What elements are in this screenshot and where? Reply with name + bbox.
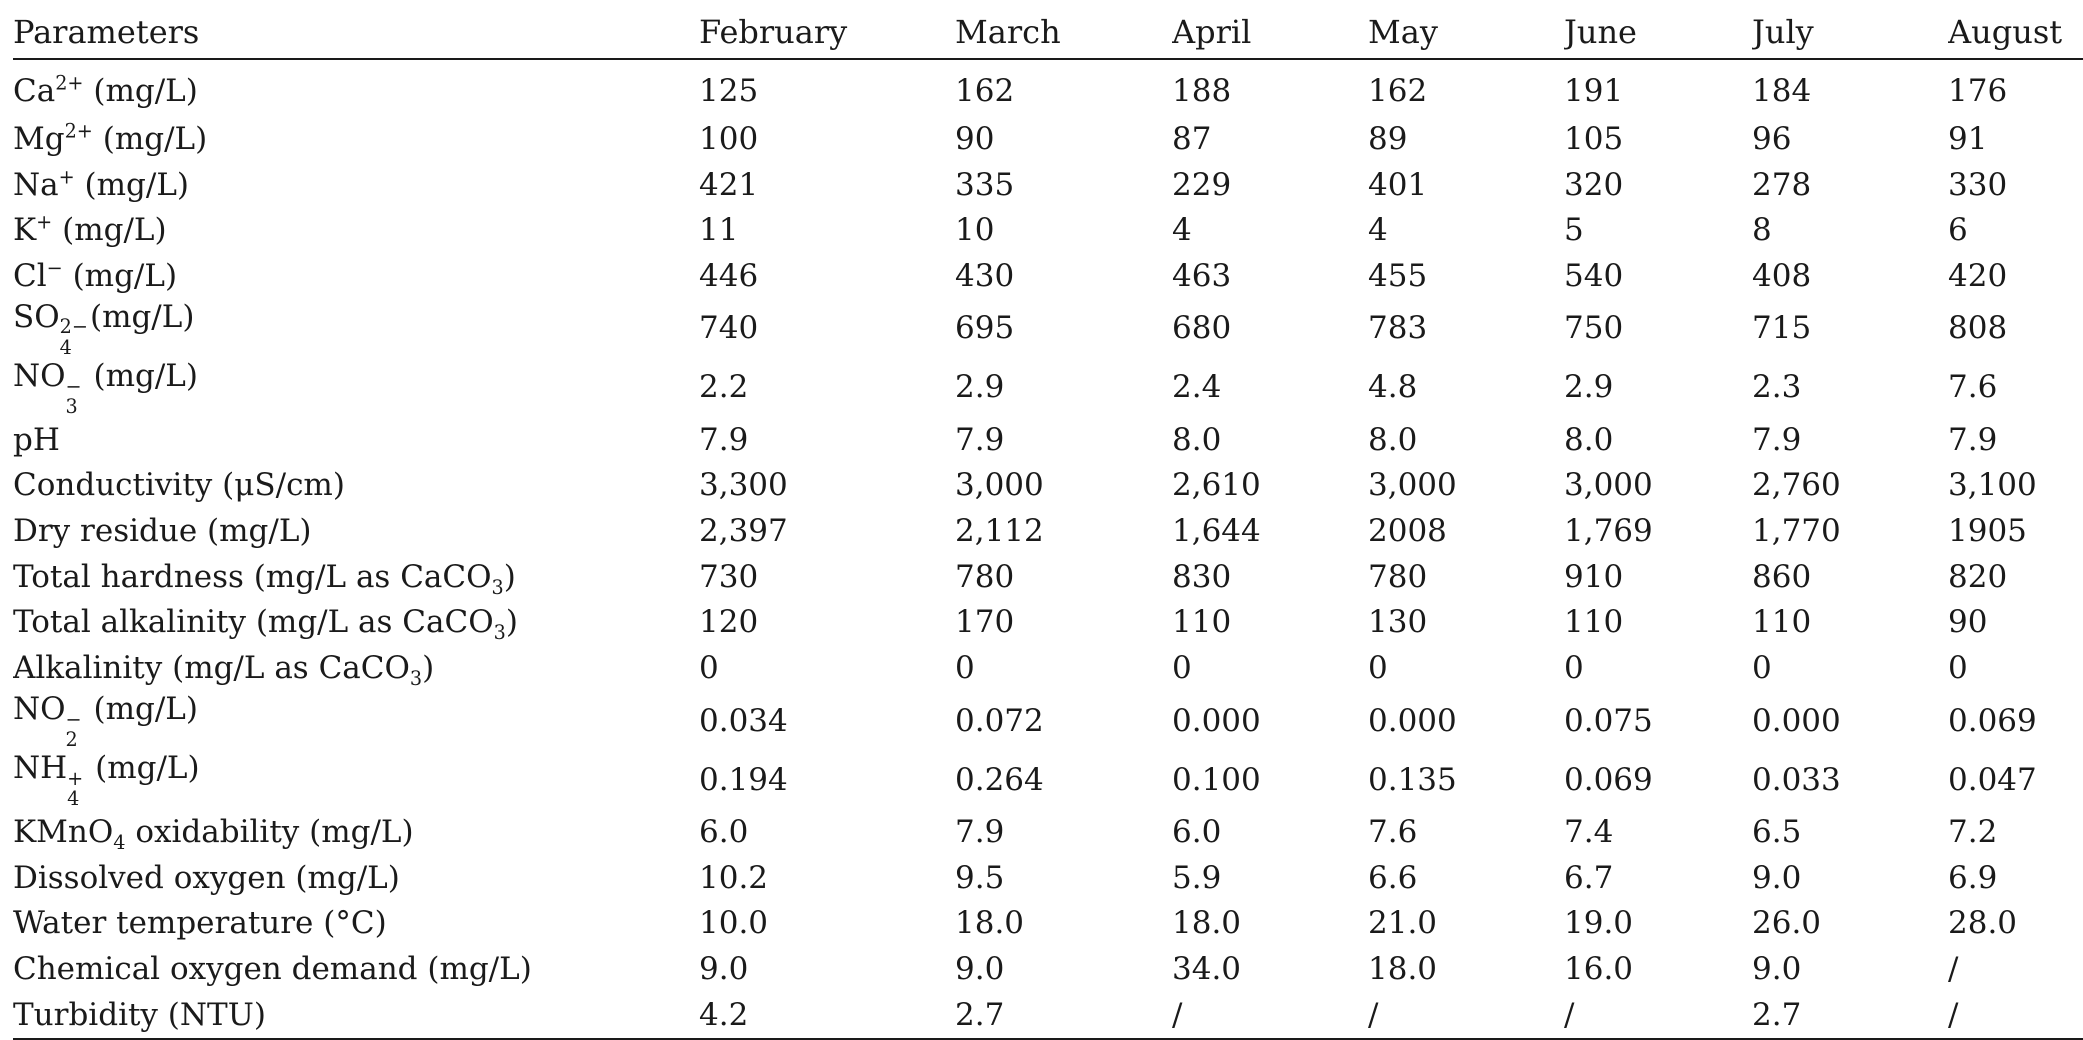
parameter-label-cell <box>13 463 699 509</box>
value-cell: 6.5 <box>1752 813 1802 850</box>
table-header <box>13 6 2083 59</box>
table-row <box>13 691 2083 750</box>
parameter-base: Turbidity (NTU) <box>13 996 266 1033</box>
value-cell: 16.0 <box>1564 951 1634 988</box>
ion-charge-stack <box>65 707 82 751</box>
value-cell: 420 <box>1948 257 2008 294</box>
value-cell: 105 <box>1564 120 1624 157</box>
parameter-label-cell <box>13 901 699 947</box>
value-cell: 21.0 <box>1368 905 1438 942</box>
parameter-label-cell <box>13 855 699 901</box>
formula-subscript: 3 <box>493 621 506 645</box>
value-cell: 455 <box>1368 257 1428 294</box>
value-cell: 4.8 <box>1368 369 1418 406</box>
value-cell: 860 <box>1752 558 1812 595</box>
value-cell: 3,000 <box>1564 467 1653 504</box>
parameter-label-cell <box>13 116 699 162</box>
parameter-base: Dry residue (mg/L) <box>13 513 312 550</box>
formula-subscript: 3 <box>409 667 423 691</box>
parameter-base: pH <box>13 421 60 458</box>
value-cell: 10 <box>955 212 995 249</box>
header-cell-march: March <box>955 6 1172 59</box>
value-cell: 0 <box>1752 650 1772 687</box>
parameter-label-cell <box>13 207 699 253</box>
ion-charge: 2− <box>59 315 88 339</box>
value-cell: 540 <box>1564 257 1624 294</box>
value-cell: 2,610 <box>1172 467 1261 504</box>
value-cell: 7.4 <box>1564 813 1614 850</box>
value-cell: 162 <box>1368 73 1428 109</box>
parameter-label-cell <box>13 992 699 1039</box>
parameter-label-cell <box>13 750 699 809</box>
parameter-base: Total alkalinity (mg/L as CaCO <box>13 604 494 641</box>
parameter-base: Conductivity (μS/cm) <box>13 467 345 504</box>
value-cell: 90 <box>1948 604 1988 641</box>
value-cell: 1905 <box>1948 513 2027 550</box>
header-cell-february: February <box>699 6 955 59</box>
value-cell: 2,760 <box>1752 467 1841 504</box>
value-cell: 463 <box>1172 257 1232 294</box>
value-cell: 5 <box>1564 212 1584 249</box>
value-cell: 2.2 <box>699 369 749 406</box>
parameter-label-cell <box>13 59 699 116</box>
value-cell: 110 <box>1564 604 1624 641</box>
value-cell: 0.072 <box>955 702 1044 739</box>
value-cell: 0 <box>699 650 719 687</box>
value-cell: 8.0 <box>1172 421 1222 458</box>
value-cell: 4 <box>1172 212 1192 249</box>
parameter-label-cell <box>13 600 699 646</box>
value-cell: 9.5 <box>955 859 1005 896</box>
parameter-base: Chemical oxygen demand (mg/L) <box>13 951 532 988</box>
value-cell: 0.069 <box>1948 702 2037 739</box>
value-cell: 0.034 <box>699 702 788 739</box>
ion-charge-stack <box>65 374 82 417</box>
header-cell-april: April <box>1172 6 1368 59</box>
ion-charge: − <box>65 707 82 731</box>
value-cell: 1,769 <box>1564 513 1653 550</box>
value-cell: 0.069 <box>1564 761 1653 798</box>
value-cell: 0.135 <box>1368 761 1457 798</box>
value-cell: 7.9 <box>1752 421 1802 458</box>
value-cell: 7.9 <box>955 421 1005 458</box>
value-cell: / <box>1948 951 1959 988</box>
value-cell: 0.047 <box>1948 761 2037 798</box>
value-cell: 0.033 <box>1752 761 1841 798</box>
value-cell: 162 <box>955 73 1015 109</box>
value-cell: 0 <box>1564 650 1584 687</box>
value-cell: 320 <box>1564 166 1624 203</box>
value-cell: 8 <box>1752 212 1772 249</box>
value-cell: 2008 <box>1368 513 1447 550</box>
value-cell: 740 <box>699 310 759 347</box>
ion-charge: 2+ <box>64 119 93 143</box>
value-cell: 26.0 <box>1752 905 1822 942</box>
value-cell: 330 <box>1948 166 2008 203</box>
table-row <box>13 645 2083 691</box>
parameter-base: Water temperature (°C) <box>13 905 387 942</box>
value-cell: 0.075 <box>1564 702 1653 739</box>
value-cell: 5.9 <box>1172 859 1222 896</box>
ion-charge: 2+ <box>55 71 84 95</box>
value-cell: 2.7 <box>1752 992 1948 1039</box>
value-cell: 7.2 <box>1948 813 1998 850</box>
parameter-label-cell <box>13 417 699 463</box>
value-cell: 7.9 <box>955 813 1005 850</box>
ion-subscript: 4 <box>59 335 72 358</box>
value-cell: 8.0 <box>1368 421 1418 458</box>
table-row <box>13 299 2083 358</box>
table-row <box>13 901 2083 947</box>
value-cell: 91 <box>1948 120 1988 157</box>
parameter-unit: (mg/L) <box>74 166 190 203</box>
table-body <box>13 59 2083 1039</box>
value-cell: 0.000 <box>1752 702 1841 739</box>
table-row <box>13 992 2083 1039</box>
ion-charge-stack <box>67 766 84 810</box>
value-cell: 28.0 <box>1948 905 2018 942</box>
parameter-unit: ) <box>505 604 518 641</box>
value-cell: 9.0 <box>1752 859 1802 896</box>
parameter-base: Dissolved oxygen (mg/L) <box>13 859 400 896</box>
header-cell-july: July <box>1752 6 1948 59</box>
header-cell-august: August <box>1948 6 2083 59</box>
value-cell: 780 <box>1368 558 1428 595</box>
value-cell: 335 <box>955 166 1015 203</box>
ion-charge: + <box>36 210 53 234</box>
parameter-unit: (mg/L) <box>85 750 200 787</box>
value-cell: 2.7 <box>955 992 1172 1039</box>
value-cell: 89 <box>1368 120 1408 157</box>
parameter-base: K <box>13 212 37 249</box>
table-row <box>13 554 2083 600</box>
ion-charge: − <box>46 256 63 280</box>
value-cell: 19.0 <box>1564 905 1634 942</box>
value-cell: 9.0 <box>955 951 1005 988</box>
value-cell: 176 <box>1948 73 2008 109</box>
value-cell: 910 <box>1564 558 1624 595</box>
value-cell: 401 <box>1368 166 1428 203</box>
value-cell: 4 <box>1368 212 1388 249</box>
parameter-label-cell <box>13 299 699 358</box>
value-cell: 0.000 <box>1368 702 1457 739</box>
value-cell: 715 <box>1752 310 1812 347</box>
ion-subscript: 3 <box>65 394 78 417</box>
parameter-base: Cl <box>13 257 47 294</box>
parameter-base: NH <box>13 750 68 787</box>
value-cell: 100 <box>699 120 759 157</box>
value-cell: 1,644 <box>1172 513 1261 550</box>
value-cell: 6.9 <box>1948 859 1998 896</box>
parameter-base: NO <box>13 357 66 394</box>
value-cell: 278 <box>1752 166 1812 203</box>
value-cell: 18.0 <box>1368 951 1438 988</box>
value-cell: 34.0 <box>1172 951 1242 988</box>
water-quality-table <box>13 6 2083 1040</box>
table-row <box>13 162 2083 208</box>
table-row <box>13 508 2083 554</box>
parameter-base: KMnO <box>13 813 114 850</box>
parameter-base: Mg <box>13 120 65 157</box>
value-cell: 191 <box>1564 73 1624 109</box>
value-cell: 0.100 <box>1172 761 1261 798</box>
parameter-unit: (mg/L) <box>83 73 198 109</box>
value-cell: 780 <box>955 558 1015 595</box>
ion-charge: − <box>65 374 82 398</box>
value-cell: 3,000 <box>1368 467 1457 504</box>
value-cell: / <box>1948 992 2083 1039</box>
value-cell: 0.194 <box>699 761 788 798</box>
value-cell: 430 <box>955 257 1015 294</box>
value-cell: 0 <box>955 650 975 687</box>
value-cell: 130 <box>1368 604 1428 641</box>
value-cell: 125 <box>699 73 759 109</box>
parameter-label-cell <box>13 253 699 299</box>
parameter-label-cell <box>13 645 699 691</box>
parameter-label-cell <box>13 554 699 600</box>
parameter-label-cell <box>13 358 699 417</box>
table-row <box>13 600 2083 646</box>
parameter-base: NO <box>13 691 66 727</box>
value-cell: 830 <box>1172 558 1232 595</box>
value-cell: 11 <box>699 212 739 249</box>
table-row <box>13 750 2083 809</box>
parameter-unit: (mg/L) <box>83 691 198 727</box>
table-row <box>13 809 2083 855</box>
parameter-base: Total hardness (mg/L as CaCO <box>13 558 492 595</box>
parameter-base: Na <box>13 166 59 203</box>
parameter-unit: (mg/L) <box>52 212 167 249</box>
table-row <box>13 207 2083 253</box>
value-cell: 2.3 <box>1752 369 1802 406</box>
value-cell: 6.7 <box>1564 859 1614 896</box>
table-row <box>13 946 2083 992</box>
value-cell: 9.0 <box>699 951 749 988</box>
value-cell: 0 <box>1948 650 1968 687</box>
header-cell-parameters: Parameters <box>13 6 699 59</box>
parameter-unit: ) <box>422 650 435 687</box>
value-cell: 783 <box>1368 310 1428 347</box>
header-cell-june: June <box>1564 6 1752 59</box>
value-cell: 18.0 <box>1172 905 1242 942</box>
value-cell: 7.9 <box>699 421 749 458</box>
table-row <box>13 855 2083 901</box>
value-cell: 4.2 <box>699 992 955 1039</box>
value-cell: / <box>1564 992 1752 1039</box>
value-cell: 120 <box>699 604 759 641</box>
value-cell: 695 <box>955 310 1015 347</box>
value-cell: 730 <box>699 558 759 595</box>
parameter-unit: ) <box>503 558 516 595</box>
value-cell: 7.6 <box>1948 369 1998 406</box>
value-cell: 1,770 <box>1752 513 1841 550</box>
value-cell: 0 <box>1172 650 1192 687</box>
parameter-label-cell <box>13 162 699 208</box>
table-row <box>13 463 2083 509</box>
value-cell: 10.0 <box>699 905 769 942</box>
value-cell: 2.4 <box>1172 369 1222 406</box>
formula-subscript: 4 <box>113 831 126 855</box>
parameter-unit: oxidability (mg/L) <box>125 813 414 850</box>
parameter-unit: (mg/L) <box>62 257 178 294</box>
value-cell: 110 <box>1172 604 1232 641</box>
parameter-label-cell <box>13 691 699 750</box>
table-row <box>13 59 2083 116</box>
parameter-unit: (mg/L) <box>89 298 195 335</box>
value-cell: 6.0 <box>699 813 749 850</box>
table-row <box>13 253 2083 299</box>
parameter-label-cell <box>13 809 699 855</box>
value-cell: 820 <box>1948 558 2008 595</box>
parameter-base: Ca <box>13 73 56 109</box>
header-row <box>13 6 2083 59</box>
header-cell-may: May <box>1368 6 1564 59</box>
ion-subscript: 2 <box>65 727 78 751</box>
value-cell: 110 <box>1752 604 1812 641</box>
value-cell: 3,300 <box>699 467 788 504</box>
ion-charge: + <box>67 766 84 790</box>
value-cell: 2.9 <box>1564 369 1614 406</box>
parameter-base: Alkalinity (mg/L as CaCO <box>13 650 410 687</box>
value-cell: 7.6 <box>1368 813 1418 850</box>
value-cell: 229 <box>1172 166 1232 203</box>
formula-subscript: 3 <box>491 575 504 599</box>
parameter-base: SO <box>13 298 60 335</box>
value-cell: 184 <box>1752 73 1812 109</box>
value-cell: 2,112 <box>955 513 1044 550</box>
value-cell: 188 <box>1172 73 1232 109</box>
value-cell: 8.0 <box>1564 421 1614 458</box>
ion-subscript: 4 <box>67 786 80 810</box>
value-cell: 6.0 <box>1172 813 1222 850</box>
value-cell: 6 <box>1948 212 1968 249</box>
value-cell: 2.9 <box>955 369 1005 406</box>
value-cell: / <box>1172 992 1368 1039</box>
value-cell: 680 <box>1172 310 1232 347</box>
parameter-unit: (mg/L) <box>92 120 208 157</box>
value-cell: 3,000 <box>955 467 1044 504</box>
value-cell: 2,397 <box>699 513 788 550</box>
value-cell: 0.264 <box>955 761 1044 798</box>
value-cell: 446 <box>699 257 759 294</box>
value-cell: 408 <box>1752 257 1812 294</box>
value-cell: 421 <box>699 166 759 203</box>
value-cell: 10.2 <box>699 859 769 896</box>
parameter-label-cell <box>13 946 699 992</box>
parameter-unit: (mg/L) <box>83 357 198 394</box>
value-cell: / <box>1368 992 1564 1039</box>
value-cell: 6.6 <box>1368 859 1418 896</box>
value-cell: 7.9 <box>1948 421 1998 458</box>
table-row <box>13 417 2083 463</box>
value-cell: 90 <box>955 120 995 157</box>
value-cell: 3,100 <box>1948 467 2037 504</box>
value-cell: 9.0 <box>1752 951 1802 988</box>
ion-charge: + <box>58 165 75 189</box>
table-row <box>13 358 2083 417</box>
value-cell: 87 <box>1172 120 1212 157</box>
parameter-label-cell <box>13 508 699 554</box>
value-cell: 18.0 <box>955 905 1025 942</box>
value-cell: 170 <box>955 604 1015 641</box>
value-cell: 750 <box>1564 310 1624 347</box>
value-cell: 0 <box>1368 650 1388 687</box>
value-cell: 808 <box>1948 310 2008 347</box>
ion-charge-stack <box>60 317 88 357</box>
value-cell: 0.000 <box>1172 702 1261 739</box>
table-row <box>13 116 2083 162</box>
data-table-container <box>0 6 2083 1033</box>
value-cell: 96 <box>1752 120 1792 157</box>
